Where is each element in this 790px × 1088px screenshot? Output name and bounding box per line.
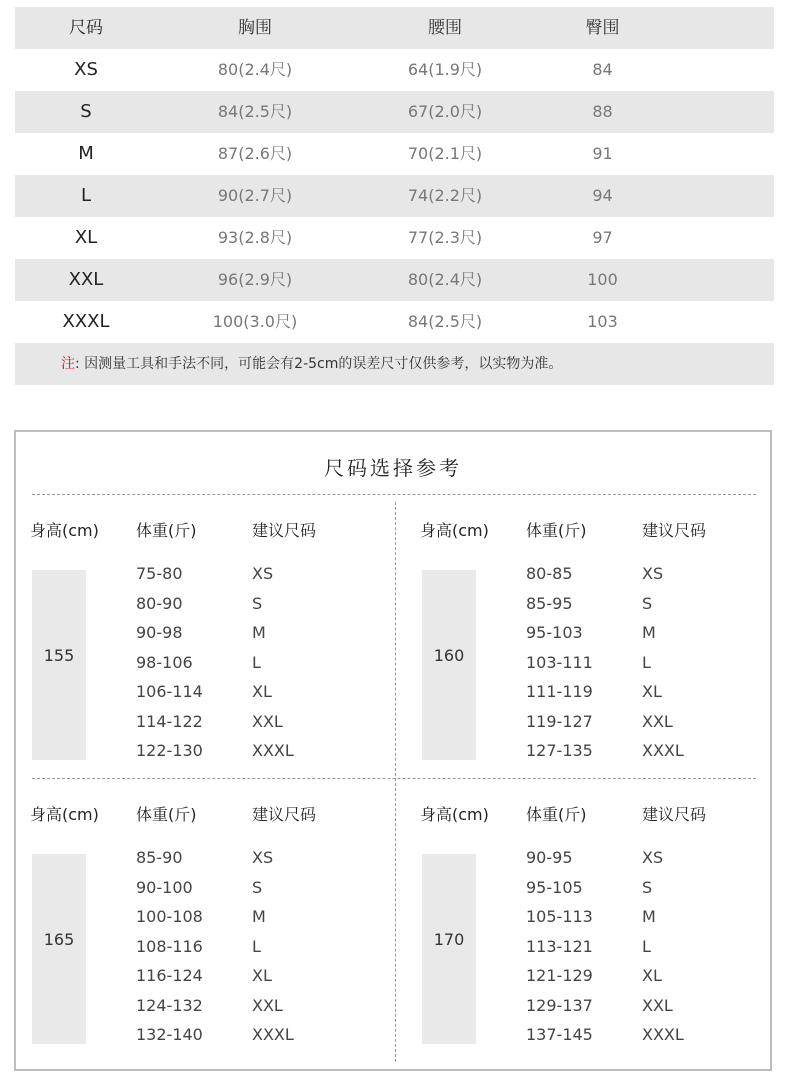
suggested-size: M <box>642 907 656 926</box>
weight-size-row <box>136 996 376 1025</box>
size-table-row <box>15 259 774 301</box>
size-table-row <box>15 49 774 91</box>
weight-size-row <box>526 653 766 682</box>
weight-range: 106-114 <box>136 682 203 701</box>
weight-size-row <box>526 594 766 623</box>
suggested-size: XS <box>642 848 664 867</box>
header-size: 尺码 <box>69 18 103 38</box>
weight-size-row <box>136 907 376 936</box>
chest-cell: 93(2.8尺) <box>217 228 293 247</box>
weight-range: 95-105 <box>526 877 583 897</box>
weight-size-row <box>136 594 376 623</box>
divider-vertical <box>395 502 396 1062</box>
suggested-size: XL <box>642 682 662 701</box>
weight-size-row <box>526 712 766 741</box>
chest-cell: 84(2.5尺) <box>217 102 293 121</box>
size-selection-panel <box>14 430 772 1071</box>
weight-range: 105-113 <box>526 907 593 926</box>
height-value: 165 <box>43 930 75 949</box>
header-hip: 臀围 <box>585 18 620 38</box>
suggested-size: XS <box>252 564 274 583</box>
suggested-size: L <box>252 936 261 956</box>
chest-cell: 87(2.6尺) <box>217 144 293 163</box>
suggested-size: M <box>252 623 266 642</box>
size-column-header: 建议尺码 <box>642 805 707 824</box>
weight-range: 119-127 <box>526 711 593 731</box>
selection-title: 尺码选择参考 <box>324 456 462 480</box>
weight-range: 85-90 <box>136 848 183 867</box>
suggested-size: S <box>252 593 263 613</box>
height-column-header: 身高(cm) <box>420 521 489 540</box>
weight-range: 129-137 <box>526 995 593 1015</box>
waist-cell: 67(2.0尺) <box>407 102 483 121</box>
height-column-header: 身高(cm) <box>30 805 99 824</box>
weight-range: 90-98 <box>136 623 183 642</box>
weight-size-row <box>136 937 376 966</box>
weight-size-row <box>136 1025 376 1054</box>
chest-cell: 90(2.7尺) <box>217 186 293 205</box>
hip-cell: 100 <box>587 270 618 289</box>
weight-range: 85-95 <box>526 593 573 613</box>
suggested-size: XL <box>252 682 272 701</box>
weight-range: 114-122 <box>136 711 203 731</box>
size-table-row <box>15 175 774 217</box>
weight-range: 103-111 <box>526 652 593 672</box>
waist-cell: 84(2.5尺) <box>407 312 483 331</box>
weight-range: 132-140 <box>136 1025 203 1044</box>
weight-range: 127-135 <box>526 741 593 760</box>
suggested-size: M <box>642 623 656 642</box>
suggested-size: XXXL <box>642 1025 684 1044</box>
suggested-size: L <box>642 936 651 956</box>
weight-range: 98-106 <box>136 652 193 672</box>
suggested-size: XXXL <box>252 1025 294 1044</box>
weight-size-row <box>526 682 766 711</box>
weight-size-row <box>526 1025 766 1054</box>
size-table-header <box>15 7 774 49</box>
weight-range: 90-100 <box>136 877 193 897</box>
hip-cell: 84 <box>592 60 613 79</box>
chest-cell: 80(2.4尺) <box>217 60 293 79</box>
waist-cell: 74(2.2尺) <box>407 186 483 205</box>
height-group-160 <box>406 518 776 788</box>
weight-range: 122-130 <box>136 741 203 760</box>
weight-range: 124-132 <box>136 995 203 1015</box>
height-column-header: 身高(cm) <box>30 521 99 540</box>
suggested-size: XL <box>642 966 662 985</box>
suggested-size: XL <box>252 966 272 985</box>
weight-size-row <box>526 907 766 936</box>
weight-size-row <box>526 564 766 593</box>
weight-size-row <box>526 848 766 877</box>
weight-size-row <box>136 623 376 652</box>
weight-range: 121-129 <box>526 966 593 985</box>
weight-size-row <box>136 966 376 995</box>
weight-size-row <box>526 741 766 770</box>
weight-size-row <box>526 996 766 1025</box>
size-cell: M <box>78 143 94 164</box>
suggested-size: S <box>252 877 263 897</box>
chest-cell: 96(2.9尺) <box>217 270 293 289</box>
weight-range: 90-95 <box>526 848 573 867</box>
divider-top <box>32 494 756 495</box>
suggested-size: XXL <box>642 995 673 1015</box>
weight-size-row <box>526 878 766 907</box>
weight-range: 113-121 <box>526 936 593 956</box>
weight-range: 111-119 <box>526 682 593 701</box>
suggested-size: S <box>642 593 653 613</box>
suggested-size: M <box>252 907 266 926</box>
weight-size-row <box>136 682 376 711</box>
height-group-170 <box>406 802 776 1072</box>
weight-range: 95-103 <box>526 623 583 642</box>
size-column-header: 建议尺码 <box>252 805 317 824</box>
suggested-size: XXXL <box>642 741 684 760</box>
weight-column-header: 体重(斤) <box>136 521 197 540</box>
waist-cell: 80(2.4尺) <box>407 270 483 289</box>
weight-range: 75-80 <box>136 564 183 583</box>
suggested-size: XS <box>252 848 274 867</box>
weight-size-row <box>136 848 376 877</box>
weight-range: 100-108 <box>136 907 203 926</box>
suggested-size: XS <box>642 564 664 583</box>
waist-cell: 70(2.1尺) <box>407 144 483 163</box>
size-table-row <box>15 133 774 175</box>
height-column-header: 身高(cm) <box>420 805 489 824</box>
measurement-note <box>15 343 774 385</box>
weight-range: 108-116 <box>136 936 203 956</box>
height-value: 170 <box>433 930 465 949</box>
hip-cell: 88 <box>592 102 613 121</box>
weight-size-row <box>136 653 376 682</box>
size-cell: XXL <box>68 269 104 290</box>
weight-column-header: 体重(斤) <box>136 805 197 824</box>
weight-range: 116-124 <box>136 966 203 985</box>
size-column-header: 建议尺码 <box>252 521 317 540</box>
size-table-row <box>15 217 774 259</box>
height-cell-background <box>422 570 476 760</box>
height-cell-background <box>32 570 86 760</box>
weight-size-row <box>526 937 766 966</box>
weight-size-row <box>526 966 766 995</box>
size-cell: S <box>80 101 92 122</box>
hip-cell: 97 <box>592 228 613 247</box>
height-value: 155 <box>43 646 75 665</box>
weight-column-header: 体重(斤) <box>526 521 587 540</box>
waist-cell: 77(2.3尺) <box>407 228 483 247</box>
size-table-row <box>15 301 774 343</box>
weight-column-header: 体重(斤) <box>526 805 587 824</box>
height-cell-background <box>32 854 86 1044</box>
header-chest: 胸围 <box>238 18 272 38</box>
note-prefix: 注 <box>61 356 75 372</box>
weight-size-row <box>136 878 376 907</box>
height-group-155 <box>16 518 386 788</box>
size-column-header: 建议尺码 <box>642 521 707 540</box>
weight-size-row <box>136 741 376 770</box>
chest-cell: 100(3.0尺) <box>212 312 298 331</box>
size-table-row <box>15 91 774 133</box>
weight-size-row <box>136 564 376 593</box>
size-table <box>15 7 774 385</box>
weight-size-row <box>136 712 376 741</box>
size-cell: L <box>80 185 92 206</box>
weight-range: 80-85 <box>526 564 573 583</box>
size-cell: XXXL <box>62 311 110 332</box>
suggested-size: XXXL <box>252 741 294 760</box>
suggested-size: L <box>252 652 261 672</box>
hip-cell: 103 <box>587 312 618 331</box>
size-cell: XL <box>74 227 98 248</box>
suggested-size: S <box>642 877 653 897</box>
waist-cell: 64(1.9尺) <box>407 60 483 79</box>
note-text: : 因测量工具和手法不同，可能会有2-5cm的误差尺寸仅供参考，以实物为准。 <box>75 356 563 372</box>
size-cell: XS <box>74 59 98 80</box>
hip-cell: 94 <box>592 186 613 205</box>
suggested-size: XXL <box>642 711 673 731</box>
height-cell-background <box>422 854 476 1044</box>
suggested-size: XXL <box>252 711 283 731</box>
suggested-size: L <box>642 652 651 672</box>
weight-range: 80-90 <box>136 593 183 613</box>
hip-cell: 91 <box>592 144 613 163</box>
height-value: 160 <box>433 646 465 665</box>
suggested-size: XXL <box>252 995 283 1015</box>
weight-range: 137-145 <box>526 1025 593 1044</box>
weight-size-row <box>526 623 766 652</box>
header-waist: 腰围 <box>428 18 462 38</box>
height-group-165 <box>16 802 386 1072</box>
